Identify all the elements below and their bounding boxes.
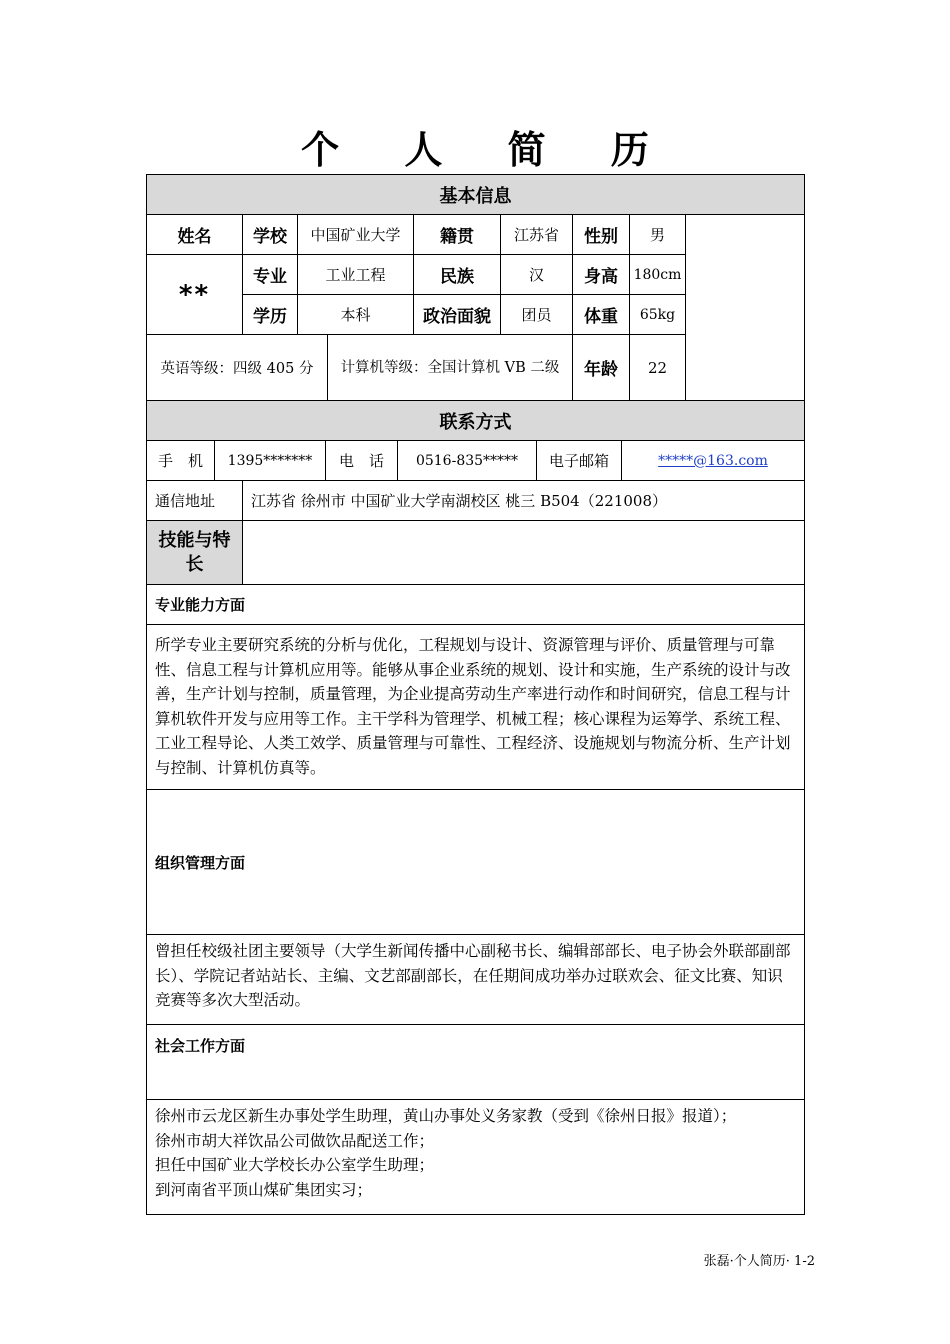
address-value: 江苏省 徐州市 中国矿业大学南湖校区 桃三 B504（221008） [242,480,805,521]
name-value: ** [146,254,243,335]
social-line: 到河南省平顶山煤矿集团实习； [155,1180,373,1199]
page-footer: 张磊·个人简历· 1-2 [703,1254,815,1269]
ethnic-value: 汉 [500,254,573,295]
social-line: 徐州市胡大祥饮品公司做饮品配送工作； [155,1131,435,1150]
email-link[interactable]: *****@163.com [658,452,768,469]
address-label: 通信地址 [146,480,243,521]
politics-label: 政治面貌 [413,294,501,335]
school-label: 学校 [242,214,298,255]
ethnic-label: 民族 [413,254,501,295]
social-title [146,1024,805,1100]
tel-label: 电 话 [325,440,398,481]
politics-value: 团员 [500,294,573,335]
phone-value: 1395******* [214,440,326,481]
skills-header-blank [242,520,805,585]
section-header-contact: 联系方式 [146,400,805,441]
age-value: 22 [629,334,686,401]
org-text: 曾担任校级社团主要领导（大学生新闻传播中心副秘书长、编辑部部长、电子协会外联部副部长）、学院记者站站长、主编、文艺部副部长，在任期间成功举办过联欢会、征文比赛、知识竞赛等多次大型活动。 [146,934,805,1025]
height-label: 身高 [572,254,630,295]
tel-value: 0516-835***** [397,440,537,481]
section-header-skills: 技能与特长 [146,520,243,585]
edu-label: 学历 [242,294,298,335]
email-cell [621,440,805,481]
native-value: 江苏省 [500,214,573,255]
email-label: 电子邮箱 [536,440,622,481]
gender-label: 性别 [572,214,630,255]
weight-label: 体重 [572,294,630,335]
major-value: 工业工程 [297,254,414,295]
social-line: 担任中国矿业大学校长办公室学生助理； [155,1156,435,1174]
social-text [146,1099,805,1215]
social-title-text: 社会工作方面 [155,1037,246,1055]
school-value: 中国矿业大学 [297,214,414,255]
height-value: 180cm [629,254,686,295]
weight-value: 65kg [629,294,686,335]
native-label: 籍贯 [413,214,501,255]
english-level: 英语等级：四级 405 分 [146,334,328,401]
computer-level: 计算机等级：全国计算机 VB 二级 [327,334,573,401]
name-label: 姓名 [146,214,243,255]
edu-value: 本科 [297,294,414,335]
photo-area [685,214,805,401]
org-title: 组织管理方面 [146,789,805,935]
age-label: 年龄 [572,334,630,401]
gender-value: 男 [629,214,686,255]
major-label: 专业 [242,254,298,295]
social-line: 徐州市云龙区新生办事处学生助理，黄山办事处义务家教（受到《徐州日报》报道）； [155,1107,737,1125]
section-header-basic: 基本信息 [146,174,805,215]
page-title: 个 人 简 历 [301,128,675,172]
professional-text: 所学专业主要研究系统的分析与优化，工程规划与设计、资源管理与评价、质量管理与可靠性、信息工程与计算机应用等。能够从事企业系统的规划、设计和实施，生产系统的设计与改善，生产计划与控制，质量管理，为企业提高劳动生产率进行动作和时间研究，信息工程与计算机软件开发与应用等工作。主干学科为管理学、机械工程；核心课程为运筹学、系统工程、工业工程导论、人类工效学、质量管理与可靠性、工程经济、设施规划与物流分析、生产计划与控制、计算机仿真等。 [146,624,805,790]
phone-label: 手 机 [146,440,215,481]
professional-title: 专业能力方面 [146,584,805,625]
